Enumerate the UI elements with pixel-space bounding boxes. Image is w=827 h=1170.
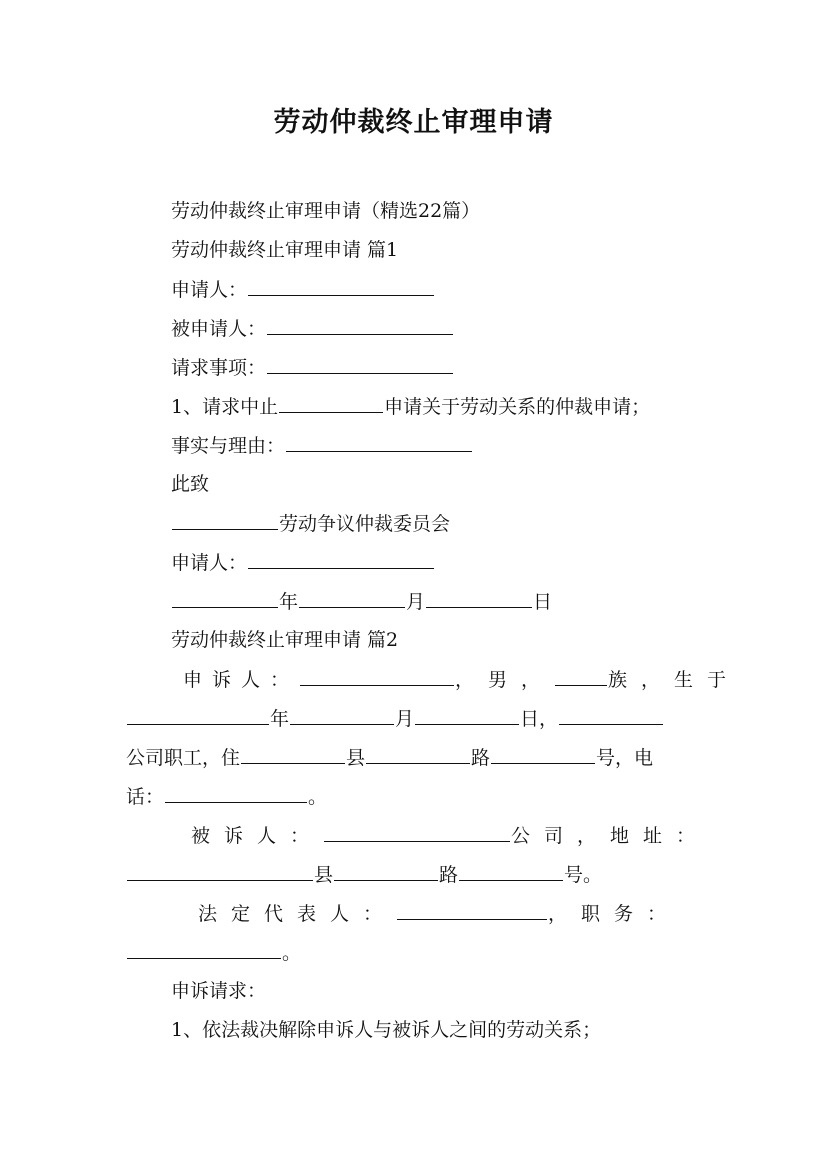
number-label: 号。: [564, 864, 603, 886]
employer-address-line: [126, 745, 704, 770]
fill-blank: [248, 550, 434, 569]
position-label: ，职务：: [548, 903, 681, 925]
road-label: 路: [471, 747, 491, 769]
fill-blank: [426, 589, 532, 608]
section-heading-1: 劳动仲裁终止审理申请 篇1: [171, 239, 399, 261]
respondent-label: 被申请人：: [171, 318, 267, 340]
complainant-line: [183, 667, 741, 692]
legal-rep-label: 法定代表人：: [198, 903, 397, 925]
fill-blank: [241, 745, 345, 764]
fill-blank: [127, 862, 313, 881]
month-label: 月: [395, 708, 415, 730]
respondent-address-line: [126, 862, 704, 887]
fill-blank: [286, 433, 472, 452]
company-address-label: 公司，地址：: [511, 825, 710, 847]
number-phone-label: 号，电: [596, 747, 654, 769]
phone-line: [126, 784, 704, 809]
fill-blank: [300, 667, 454, 686]
fill-blank: [267, 355, 453, 374]
respondent-line: [171, 316, 454, 341]
request-item-1: [171, 394, 650, 419]
claim-item-1: 1、依法裁决解除申诉人与被诉人之间的劳动关系；: [171, 1019, 602, 1041]
fill-blank: [555, 667, 607, 686]
county-label: 县: [314, 864, 334, 886]
month-label: 月: [406, 591, 426, 613]
request-items-label: 请求事项：: [171, 357, 267, 379]
fill-blank: [165, 784, 307, 803]
period: 。: [282, 942, 302, 964]
fill-blank: [290, 706, 394, 725]
fill-blank: [299, 589, 405, 608]
committee-label: 劳动争议仲裁委员会: [279, 513, 451, 535]
fill-blank: [127, 706, 269, 725]
gender-label: ，男，: [455, 669, 555, 691]
doc-subtitle: 劳动仲裁终止审理申请（精选22篇）: [171, 200, 481, 222]
date-line: [171, 589, 552, 614]
period: 。: [308, 786, 328, 808]
section-heading-2: 劳动仲裁终止审理申请 篇2: [171, 629, 399, 651]
request-item-1-suffix: 申请关于劳动关系的仲裁申请；: [384, 396, 651, 418]
fill-blank: [248, 277, 434, 296]
legal-rep-line: [198, 901, 703, 926]
request-items-line: [171, 355, 454, 380]
complainant-label: 申诉人：: [183, 669, 300, 691]
phone-label: 话：: [126, 786, 165, 808]
fill-blank: [267, 316, 453, 335]
document-title: 劳动仲裁终止审理申请: [273, 107, 554, 138]
employer-label: 公司职工，住: [126, 747, 241, 769]
committee-line: [171, 511, 450, 536]
facts-reasons-line: [171, 433, 473, 458]
fill-blank: [559, 706, 663, 725]
year-label: 年: [270, 708, 290, 730]
fill-blank: [324, 823, 510, 842]
fill-blank: [366, 745, 470, 764]
respondent2-label: 被诉人：: [191, 825, 324, 847]
applicant-line: [171, 277, 435, 302]
fill-blank: [279, 394, 383, 413]
fill-blank: [334, 862, 438, 881]
day-label: 日，: [520, 708, 559, 730]
fill-blank: [172, 589, 278, 608]
applicant-sign-label: 申请人：: [171, 552, 248, 574]
ethnicity-born-label: 族，生于: [608, 669, 741, 691]
applicant-sign-line: [171, 550, 435, 575]
county-label: 县: [346, 747, 366, 769]
fill-blank: [127, 940, 281, 959]
facts-reasons-label: 事实与理由：: [171, 435, 286, 457]
applicant-label: 申请人：: [171, 279, 248, 301]
day-label: 日: [533, 591, 553, 613]
claims-heading: 申诉请求：: [171, 980, 267, 1002]
fill-blank: [397, 901, 547, 920]
fill-blank: [415, 706, 519, 725]
birth-date-line: [126, 706, 704, 731]
salutation: 此致: [171, 473, 210, 495]
year-label: 年: [279, 591, 299, 613]
road-label: 路: [439, 864, 459, 886]
position-fill-line: [126, 940, 704, 965]
respondent2-line: [191, 823, 710, 848]
fill-blank: [491, 745, 595, 764]
request-item-1-prefix: 1、请求中止: [171, 396, 279, 418]
fill-blank: [459, 862, 563, 881]
fill-blank: [172, 511, 278, 530]
